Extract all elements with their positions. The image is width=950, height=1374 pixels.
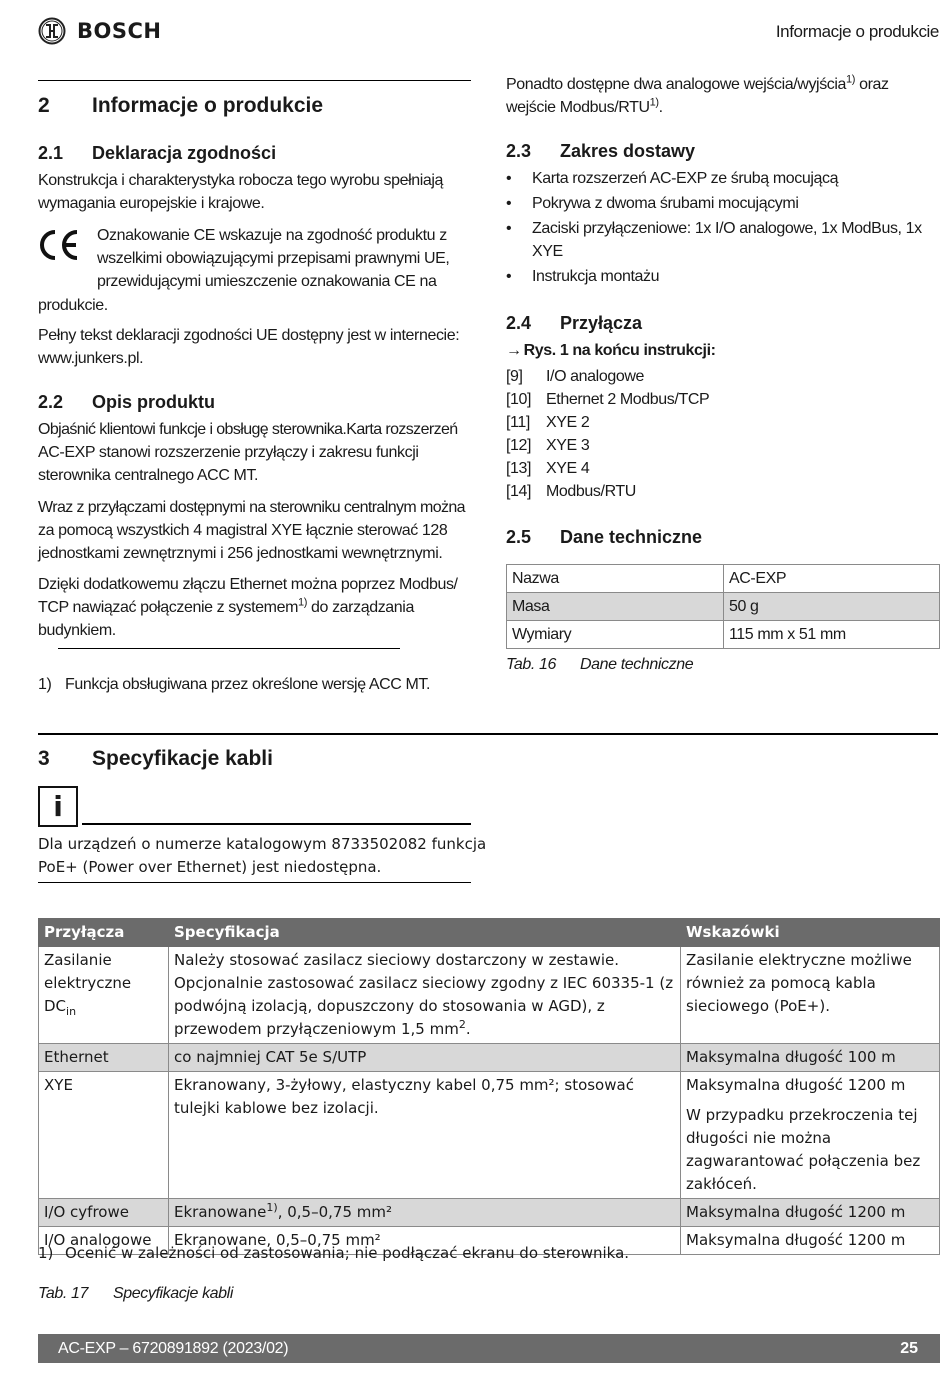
conformity-paragraph: Konstrukcja i charakterystyka robocza tego wyrobu spełniają wymagania europejskie i krajowe. xyxy=(38,172,444,212)
subsection-number: 2.2 xyxy=(38,392,64,412)
table-cell: Maksymalna długość 1200 m W przypadku przekroczenia tej długości nie można zagwarantować połączenia bez zakłóceń. xyxy=(681,1072,940,1199)
column-header: Wskazówki xyxy=(681,919,940,947)
desc-continued-line-2: wejście Modbus/RTU$^{1)}$. xyxy=(506,96,663,116)
table-cell: AC-EXP xyxy=(724,565,940,593)
ce-line-1: Oznakowanie CE wskazuje na zgodność produktu z xyxy=(97,227,447,244)
section-3-heading xyxy=(38,747,273,770)
table-cell: Ekranowane$^{1)}$, 0,5–0,75 mm² xyxy=(169,1199,681,1227)
desc-p1-line-3: sterownika centralnego ACC MT. xyxy=(38,467,259,484)
subsection-number: 2.4 xyxy=(506,313,532,333)
info-icon: i xyxy=(38,786,78,827)
table-17-footnote: 1) Ocenić w zależności od zastosowania; nie podłączać ekranu do sterownika. xyxy=(38,1244,630,1262)
table-header-row xyxy=(39,919,940,947)
table-cell: Ethernet xyxy=(39,1044,169,1072)
running-title: Informacje o produkcie xyxy=(775,22,939,41)
table-cell: I/O cyfrowe xyxy=(39,1199,169,1227)
table-cell: Ekranowane, 0,5–0,75 mm² xyxy=(169,1227,681,1255)
subsection-title: Dane techniczne xyxy=(560,527,703,547)
page-footer xyxy=(38,1334,940,1363)
list-item: [10] Ethernet 2 Modbus/TCP xyxy=(506,391,710,408)
list-item: [11] XYE 2 xyxy=(506,414,590,431)
table-17-caption: Tab. 17 Specyfikacje kabli xyxy=(38,1285,233,1302)
table-cell: Nazwa xyxy=(507,565,724,593)
section-number: 3 xyxy=(38,747,50,770)
desc-p1-line-1: Objaśnić klientowi funkcje i obsługę sterownika.Karta rozszerzeń xyxy=(38,421,458,438)
subsection-title: Deklaracja zgodności xyxy=(92,143,277,163)
page-number: 25 xyxy=(900,1340,918,1357)
list-item: [9] I/O analogowe xyxy=(506,368,644,385)
footnote-ref: 1) xyxy=(298,596,307,609)
table-row xyxy=(39,1199,940,1227)
table-row xyxy=(39,1044,940,1072)
desc-p2-line-3: jednostkami zewnętrznymi i 256 jednostkami wewnętrznymi. xyxy=(38,545,443,562)
table-row xyxy=(39,947,940,1044)
connection-list xyxy=(506,365,709,503)
section-title: Informacje o produkcie xyxy=(92,94,324,117)
table-cell: 50 g xyxy=(724,593,940,621)
table-cell: Wymiary xyxy=(507,621,724,649)
subsection-title: Opis produktu xyxy=(92,392,215,412)
table-cell: Masa xyxy=(507,593,724,621)
desc-p2-line-1: Wraz z przyłączami dostępnymi na sterowniku centralnym można xyxy=(38,499,465,516)
table-row xyxy=(39,1072,940,1199)
desc-p3-line-3: budynkiem. xyxy=(38,622,116,639)
table-cell: 115 mm x 51 mm xyxy=(724,621,940,649)
subsection-2-1-heading xyxy=(38,142,276,165)
figure-reference[interactable]: → Rys. 1 na końcu instrukcji: xyxy=(506,342,716,359)
declaration-link[interactable]: www.junkers.pl. xyxy=(38,350,144,367)
desc-p3-line-1: Dzięki dodatkowemu złączu Ethernet można poprzez Modbus/ xyxy=(38,576,458,593)
info-bottom-rule xyxy=(38,882,471,883)
section-3-rule xyxy=(38,733,938,735)
section-2-rule xyxy=(38,80,471,81)
brand-name: BOSCH xyxy=(77,18,162,43)
document-id: AC-EXP – 6720891892 (2023/02) xyxy=(58,1340,289,1357)
table-row xyxy=(507,593,940,621)
table-row xyxy=(507,621,940,649)
table-cell: XYE xyxy=(39,1072,169,1199)
table-cell: I/O analogowe xyxy=(39,1227,169,1255)
bosch-armature-icon xyxy=(38,17,66,45)
delivery-list xyxy=(506,167,938,288)
subsection-title: Przyłącza xyxy=(560,313,643,333)
table-cell: Należy stosować zasilacz sieciowy dostarczony w zestawie. Opcjonalnie zastosować zasilacz sieciowy zgodny z IEC 60335-1 (z podwójną izolacją, dopuszczony do stosowania w AGD), z przewodem przyłączeniowym 1,5 $mm^2$. xyxy=(169,947,681,1044)
list-item: • Karta rozszerzeń AC-EXP ze śrubą mocującą xyxy=(506,167,938,190)
list-item: [14] Modbus/RTU xyxy=(506,483,636,500)
table-cell: Zasilanie elektryczne $DC_{in}$ xyxy=(39,947,169,1044)
section-2-heading xyxy=(38,94,323,117)
table-cell: Maksymalna długość 1200 m xyxy=(681,1199,940,1227)
column-header: Specyfikacja xyxy=(169,919,681,947)
table-cell: Ekranowany, 3-żyłowy, elastyczny kabel 0,75 mm²; stosować tulejki kablowe bez izolacji. xyxy=(169,1072,681,1199)
desc-p3-line-2: TCP nawiązać połączenie z systemem$^{1)}$ do zarządzania xyxy=(38,596,414,616)
subsection-2-2-heading xyxy=(38,391,215,414)
ce-line-4: produkcie. xyxy=(38,297,108,314)
subsection-number: 2.3 xyxy=(506,141,532,161)
list-item: • Instrukcja montażu xyxy=(506,265,938,288)
subsection-title: Zakres dostawy xyxy=(560,141,696,161)
section-number: 2 xyxy=(38,94,50,117)
ce-line-3: przewidującymi umieszczenie oznakowania CE na xyxy=(97,273,437,290)
info-top-rule xyxy=(82,823,471,825)
table-cell: Zasilanie elektryczne możliwe również za pomocą kabla sieciowego (PoE+). xyxy=(681,947,940,1044)
desc-p2-line-2: za pomocą wszystkich 4 magistral XYE łącznie sterować 128 xyxy=(38,522,448,539)
subsection-2-5-heading xyxy=(506,526,702,549)
brand-logo xyxy=(38,17,161,45)
desc-continued-line-1: Ponadto dostępne dwa analogowe wejścia/wyjścia$^{1)}$ oraz xyxy=(506,73,889,93)
declaration-line-1: Pełny tekst deklaracji zgodności UE dostępny jest w internecie: xyxy=(38,327,460,344)
technical-data-table xyxy=(506,564,940,649)
footnote-2-2: 1) Funkcja obsługiwana przez określone wersję ACC MT. xyxy=(38,676,431,693)
column-header: Przyłącza xyxy=(39,919,169,947)
footnote-rule xyxy=(58,648,400,649)
info-note: Dla urządzeń o numerze katalogowym 8733502082 funkcja PoE+ (Power over Ethernet) jest niedostępna. xyxy=(38,835,487,876)
ce-line-2: wszelkimi obowiązującymi przepisami prawnymi UE, xyxy=(97,250,450,267)
arrow-right-icon: → xyxy=(506,342,522,359)
table-row xyxy=(507,565,940,593)
table-cell: Maksymalna długość 1200 m xyxy=(681,1227,940,1255)
table-16-caption: Tab. 16 Dane techniczne xyxy=(506,656,694,673)
subsection-number: 2.1 xyxy=(38,143,64,163)
section-title: Specyfikacje kabli xyxy=(92,747,273,770)
subsection-number: 2.5 xyxy=(506,527,532,547)
list-item: • Zaciski przyłączeniowe: 1x I/O analogowe, 1x ModBus, 1x XYE xyxy=(506,217,938,263)
table-cell: co najmniej CAT 5e S/UTP xyxy=(169,1044,681,1072)
table-cell: Maksymalna długość 100 m xyxy=(681,1044,940,1072)
desc-p1-line-2: AC-EXP stanowi rozszerzenie przyłączy i zakresu funkcji xyxy=(38,444,419,461)
subsection-2-4-heading xyxy=(506,312,642,335)
list-item: • Pokrywa z dwoma śrubami mocującymi xyxy=(506,192,938,215)
ce-mark-icon xyxy=(38,228,82,269)
list-item: [13] XYE 4 xyxy=(506,460,590,477)
cable-spec-table xyxy=(38,918,940,1255)
list-item: [12] XYE 3 xyxy=(506,437,590,454)
subsection-2-3-heading xyxy=(506,140,695,163)
